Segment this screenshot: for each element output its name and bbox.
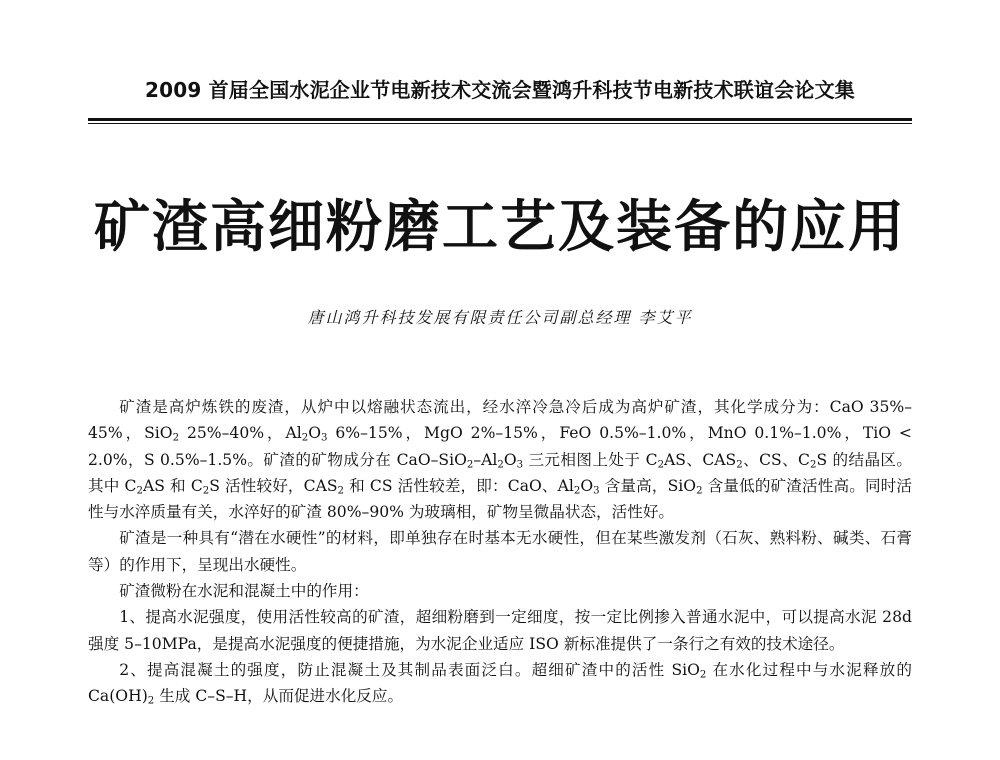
text-run: O — [503, 450, 517, 469]
subscript: 2 — [337, 485, 344, 497]
subscript: 2 — [810, 459, 817, 471]
text-run: 在水化过程中与水泥释放的 Ca(OH) — [88, 660, 912, 706]
subscript: 3 — [321, 432, 328, 444]
text-run: O — [308, 424, 322, 443]
subscript: 2 — [136, 485, 143, 497]
author-line: 唐山鸿升科技发展有限责任公司副总经理 李艾平 — [307, 308, 693, 327]
subscript: 2 — [202, 485, 210, 497]
text-run: O — [580, 476, 594, 495]
body-paragraph — [88, 578, 912, 604]
subscript: 2 — [696, 485, 703, 497]
text-run: –Al — [473, 450, 498, 469]
subscript: 2 — [301, 432, 309, 444]
text-run: S 活性较好，CAS — [209, 476, 338, 495]
text-run: 1、提高水泥强度，使用活性较高的矿渣，超细粉磨到一定细度，按一定比例掺入普通水泥中，可以提高水泥 28d 强度 5–10MPa，是提高水泥强度的便捷措施，为水泥企业适应 ISO 新标准提供了一条行之有效的技术途径。 — [88, 608, 912, 653]
text-run: 含量高，SiO — [599, 476, 697, 495]
subscript: 2 — [466, 459, 474, 471]
text-run: AS 和 C — [142, 476, 203, 495]
text-run: 6%–15%，MgO 2%–15%，FeO 0.5%–1.0%，MnO 0.1%–1.0%，TiO < 2.0%，S 0.5%–1.5%。矿渣的矿物成分在 CaO–SiO — [88, 424, 913, 469]
text-run: 含量低的矿渣活性高。同时活性与水淬质量有关，水淬好的矿渣 80%–90% 为玻璃相，矿物呈微晶状态，活性好。 — [88, 476, 913, 522]
body-paragraph — [88, 525, 912, 578]
text-run: S 的结晶区。其中 C — [88, 450, 913, 495]
header-rule — [88, 118, 912, 124]
body-paragraph — [88, 394, 912, 525]
body-paragraph — [88, 604, 912, 657]
text-run: 、CS、C — [742, 450, 810, 469]
subscript: 3 — [593, 485, 600, 497]
body-paragraph — [88, 657, 912, 710]
running-header: 2009 首届全国水泥企业节电新技术交流会暨鸿升科技节电新技术联谊会论文集 — [144, 78, 856, 102]
subscript: 2 — [147, 695, 155, 707]
text-run: 和 CS 活性较差，即：CaO、Al — [344, 476, 574, 495]
text-run: 矿渣是高炉炼铁的废渣，从炉中以熔融状态流出，经水淬冷急冷后成为高炉矿渣，其化学成分为：CaO 35%–45%，SiO — [88, 398, 912, 443]
subscript: 2 — [736, 459, 743, 471]
text-run: 矿渣微粉在水泥和混凝土中的作用： — [119, 582, 369, 601]
subscript: 2 — [497, 459, 504, 471]
subscript: 2 — [172, 432, 180, 444]
subscript: 2 — [657, 459, 665, 471]
text-run: AS、CAS — [664, 450, 737, 469]
text-run: 生成 C–S–H，从而促进水化反应。 — [154, 687, 404, 706]
subscript: 2 — [573, 485, 581, 497]
text-run: 25%–40%，Al — [179, 424, 302, 443]
text-run: 2、提高混凝土的强度，防止混凝土及其制品表面泛白。超细矿渣中的活性 SiO — [119, 660, 700, 679]
subscript: 2 — [699, 669, 707, 681]
subscript: 3 — [516, 459, 524, 471]
article-body — [88, 394, 912, 710]
text-run: 三元相图上处于 C — [523, 450, 658, 469]
article-title: 矿渣高细粉磨工艺及装备的应用 — [94, 194, 906, 260]
text-run: 矿渣是一种具有“潜在水硬性”的材料，即单独存在时基本无水硬性，但在某些激发剂（石灰、熟料粉、碱类、石膏等）的作用下，呈现出水硬性。 — [88, 529, 912, 574]
